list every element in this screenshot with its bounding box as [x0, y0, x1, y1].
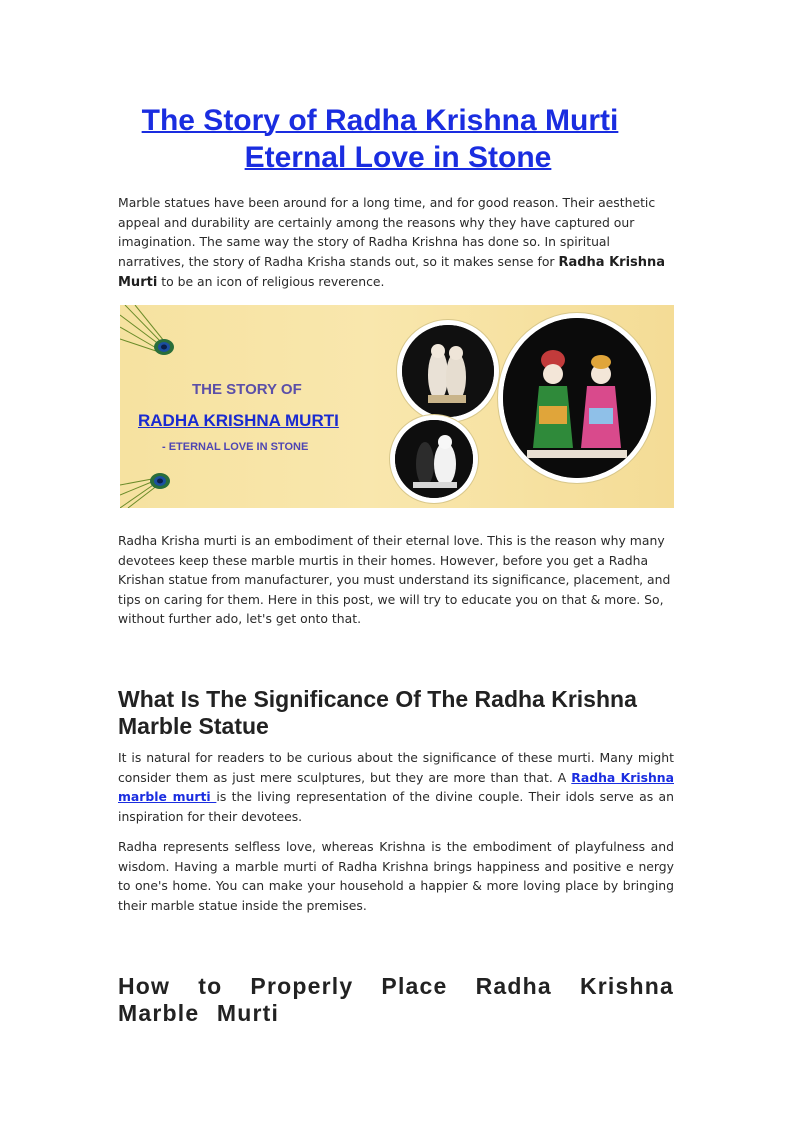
- idol-photo-circle-bottom: [390, 415, 478, 503]
- significance-text-after: is the living representation of the divine couple. Their idols serve as an inspiration for their devotees.: [118, 789, 674, 824]
- peacock-feather-icon: [120, 455, 180, 508]
- banner-title-line1: THE STORY OF: [192, 381, 302, 398]
- radha-krishna-idol-image: [503, 318, 651, 478]
- title-link-line2[interactable]: Eternal Love in Stone: [244, 141, 552, 174]
- title-link-line1[interactable]: The Story of Radha Krishna Murti: [141, 104, 619, 137]
- significance-paragraph-2: Radha represents selfless love, whereas Krishna is the embodiment of playfulness and wisdom. Having a marble murti of Radha Krishna brings happiness and positive e nergy to one's home. You can make your household a happier & more loving place by bringing their marble statue inside the premises.: [118, 839, 674, 913]
- significance-text-before: It is natural for readers to be curious about the significance of these murti. Many might consider them as just mere sculptures, but they are more than that. A: [118, 750, 674, 785]
- idol-photo-circle-large: [498, 313, 656, 483]
- banner-image: [120, 305, 674, 508]
- radha-krishna-marble-murti-link[interactable]: Radha Krishna marble murti: [118, 769, 674, 805]
- intro-bold-term: Radha Krishna Murti: [118, 254, 666, 291]
- intro-paragraph: [118, 193, 674, 293]
- intro-text-after: to be an icon of religious reverence.: [157, 274, 385, 290]
- radha-krishna-idol-image: [395, 420, 473, 498]
- section-heading-placement: How to Properly Place Radha Krishna Marble Murti: [118, 973, 674, 1026]
- peacock-feather-icon: [120, 305, 190, 375]
- banner-title-line2: RADHA KRISHNA MURTI: [138, 411, 339, 430]
- section-heading-significance: What Is The Significance Of The Radha Krishna Marble Statue: [118, 686, 637, 739]
- intro-text-before: Marble statues have been around for a long time, and for good reason. Their aesthetic appeal and durability are certainly among the reasons why they have captured our imagination. The same way the story of Radha Krishna has done so. In spiritual narratives, the story of Radha Krisha stands out, so it makes sense for: [118, 195, 656, 269]
- idol-photo-circle-top: [397, 320, 499, 422]
- paragraph-embodiment: Radha Krisha murti is an embodiment of their eternal love. This is the reason why many devotees keep these marble murtis in their homes. However, before you get a Radha Krishan statue from manufacturer, you must understand its significance, placement, and tips on caring for them. Here in this post, we will try to educate you on that & more. So, without further ado, let's get onto that.: [118, 533, 671, 627]
- significance-paragraph-1: [118, 748, 674, 826]
- banner-title-line3: - ETERNAL LOVE IN STONE: [162, 441, 309, 453]
- radha-krishna-idol-image: [402, 325, 494, 417]
